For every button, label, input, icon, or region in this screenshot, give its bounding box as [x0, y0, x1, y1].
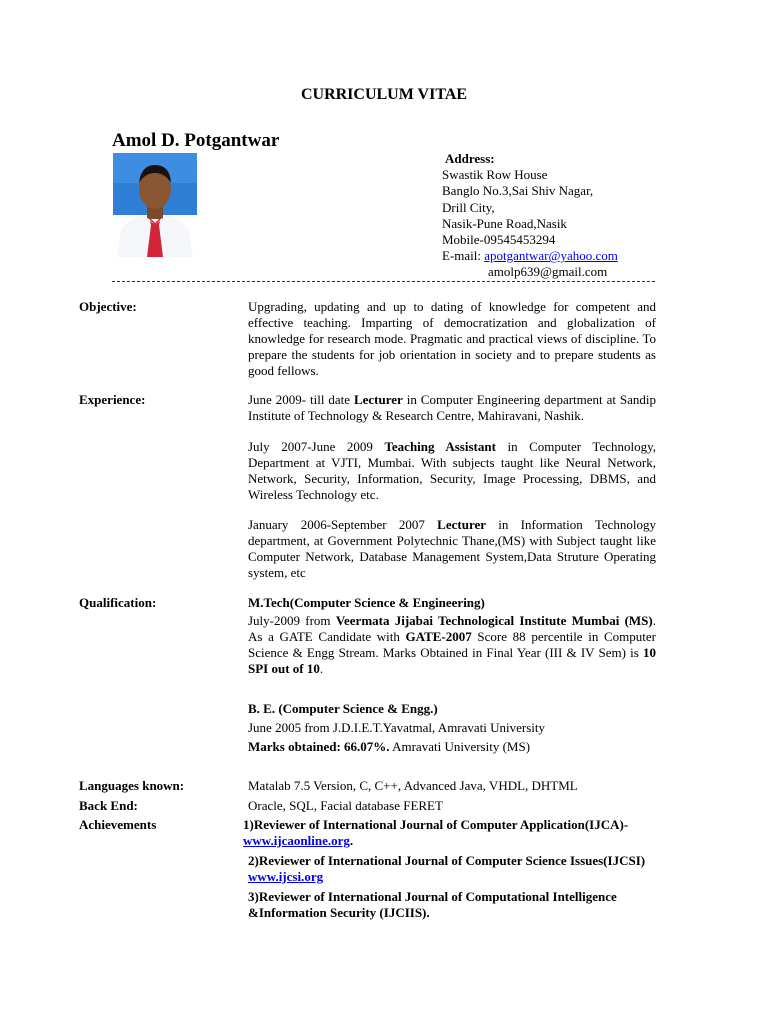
address-line: Drill City,: [442, 199, 495, 215]
profile-photo: [113, 153, 197, 257]
experience-label: Experience:: [79, 392, 146, 407]
mtech-text: . As a GATE Candidate with: [248, 613, 656, 644]
experience-text: June 2009- till date: [248, 392, 354, 407]
mtech-institute: Veermata Jijabai Technological Institute Mumbai (MS): [335, 613, 653, 628]
address-line: Nasik-Pune Road,Nasik: [442, 215, 567, 231]
address-heading: Address:: [445, 151, 495, 166]
email-row: [442, 248, 618, 264]
qualification-label: Qualification:: [79, 595, 157, 610]
mtech-text: Score 88 percentile in Computer Science & Engg Stream. Marks Obtained in Final Year (III & IV Sem) is: [248, 629, 656, 660]
achievement-item: [248, 853, 656, 885]
email-secondary: amolp639@gmail.com: [488, 264, 608, 280]
achievement-item: [243, 817, 656, 849]
address-block: [442, 151, 618, 281]
achievement-text: 1)Reviewer of International Journal of Computer Application(IJCA)-: [243, 817, 629, 832]
be-marks-label: Marks obtained: 66.07%.: [248, 739, 390, 754]
achievement-text: 2)Reviewer of International Journal of Computer Science Issues(IJCSI): [248, 853, 646, 868]
experience-text: July 2007-June 2009: [248, 439, 385, 454]
experience-text: in Computer Engineering department at Sandip Institute of Technology & Research Centre, Mahiravani, Nashik.: [248, 392, 656, 423]
mobile-number: Mobile-09545453294: [442, 232, 556, 248]
experience-text: in Computer Technology, Department at VJTI, Mumbai. With subjects taught like Neural Network, Network, Security, Information, Security, Image Processing, DBMS, and Wireless Technology etc.: [248, 439, 656, 502]
experience-entry: [248, 517, 656, 581]
objective-label: Objective:: [79, 299, 137, 314]
mtech-text: July-2009 from: [248, 613, 336, 628]
ijca-link[interactable]: www.ijcaonline.org: [243, 833, 350, 848]
profile-photo-image: [113, 153, 197, 257]
email-label: E-mail:: [442, 248, 481, 264]
document-title: CURRICULUM VITAE: [300, 86, 468, 103]
be-marks-text: Amravati University (MS): [389, 739, 531, 754]
address-line: Swastik Row House: [442, 167, 548, 183]
be-heading: B. E. (Computer Science & Engg.): [248, 701, 438, 716]
languages-label: Languages known:: [79, 778, 185, 793]
achievement-text: .: [349, 833, 354, 848]
gate-score: GATE-2007: [405, 629, 472, 644]
email-link-yahoo[interactable]: apotgantwar@yahoo.com: [484, 248, 618, 264]
experience-role: Teaching Assistant: [384, 439, 496, 454]
mtech-heading: M.Tech(Computer Science & Engineering): [248, 595, 485, 610]
languages-value: Matalab 7.5 Version, C, C++, Advanced Java, VHDL, DHTML: [248, 778, 578, 793]
be-line: June 2005 from J.D.I.E.T.Yavatmal, Amravati University: [248, 720, 546, 735]
be-marks: [248, 739, 656, 755]
experience-text: in Information Technology department, at Government Polytechnic Thane,(MS) with Subject taught like Computer Network, Database Management System,Data Struture Operating system, etc: [248, 517, 656, 580]
mtech-text: .: [319, 661, 324, 676]
objective-text: Upgrading, updating and up to dating of knowledge for competent and effective teaching. Imparting of democratization and globalization of knowledge for research mode. Pragmatic and practical views of discipline. To prepare the students for job orientation in society and to prepare students as good fellows.: [248, 299, 656, 378]
experience-text: January 2006-September 2007: [248, 517, 438, 532]
candidate-name: Amol D. Potgantwar: [112, 130, 280, 151]
backend-value: Oracle, SQL, Facial database FERET: [248, 798, 443, 813]
experience-entry: [248, 392, 656, 424]
dashed-divider: [112, 281, 655, 282]
experience-role: Lecturer: [437, 517, 487, 532]
achievements-label: Achievements: [79, 817, 157, 832]
spi-score: 10 SPI out of 10: [248, 645, 656, 676]
experience-role: Lecturer: [353, 392, 403, 407]
backend-label: Back End:: [79, 798, 138, 813]
achievement-item: 3)Reviewer of International Journal of Computational Intelligence &Information Security (IJCIIS).: [248, 889, 617, 920]
ijcsi-link[interactable]: www.ijcsi.org: [248, 869, 324, 884]
mtech-details: [248, 613, 656, 677]
address-line: Banglo No.3,Sai Shiv Nagar,: [442, 183, 594, 199]
experience-entry: [248, 439, 656, 503]
